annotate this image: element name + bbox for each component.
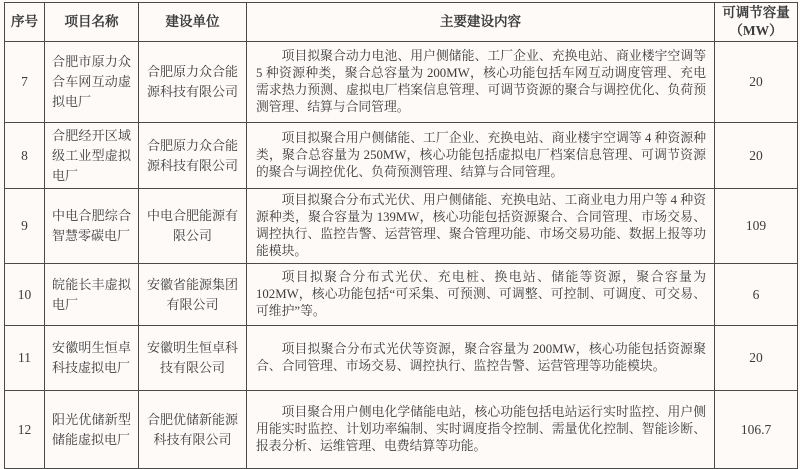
builder-name: 合肥原力众合能源科技有限公司 [139,123,247,189]
table-row [5,42,798,123]
project-content [247,189,715,264]
table-row [5,391,798,469]
project-content-text: 项目拟聚合分布式光伏等资源，聚合容量为 200MW，核心功能包括资源聚合、合同管理、市场交易、调控执行、监控告警、运营管理等功能模块。 [256,342,706,373]
project-content [247,391,715,469]
builder-name: 中电合肥能源有限公司 [139,189,247,264]
builder-name: 合肥优储新能源科技有限公司 [139,391,247,469]
project-content [247,326,715,391]
capacity-value: 20 [715,42,798,123]
capacity-value: 109 [715,189,798,264]
capacity-value: 6 [715,264,798,326]
row-index: 12 [5,391,45,469]
project-content-text: 项目拟聚合分布式光伏、用户侧储能、充换电站、工商业电力用户等 4 种资源种类，聚合容量为 139MW，核心功能包括资源聚合、合同管理、市场交易、调控执行、监控告警、运营管理、聚合管理功能、市场交易功能、数据上报等功能模块。 [256,193,706,258]
project-name: 合肥经开区域级工业型虚拟电厂 [45,123,139,189]
table-row [5,264,798,326]
project-content-text: 项目拟聚合用户侧储能、工厂企业、充换电站、商业楼宇空调等 4 种资源种类，聚合总容量为 250MW，核心功能包括虚拟电厂档案信息管理、可调节资源的聚合与调控优化、负荷预测管理、结算与合同管理。 [256,131,706,179]
capacity-value: 20 [715,123,798,189]
builder-name: 安徽省能源集团有限公司 [139,264,247,326]
row-index: 8 [5,123,45,189]
col-header-name: 项目名称 [45,3,139,42]
builder-name: 安徽明生恒卓科技有限公司 [139,326,247,391]
project-name: 阳光优储新型储能虚拟电厂 [45,391,139,469]
project-content [247,123,715,189]
builder-name: 合肥原力众合能源科技有限公司 [139,42,247,123]
col-header-index: 序号 [5,3,45,42]
table-row [5,123,798,189]
project-name: 中电合肥综合智慧零碳电厂 [45,189,139,264]
projects-table [4,2,798,469]
table-header-row [5,3,798,42]
project-name: 合肥市原力众合车网互动虚拟电厂 [45,42,139,123]
project-content [247,264,715,326]
row-index: 10 [5,264,45,326]
row-index: 9 [5,189,45,264]
capacity-value: 106.7 [715,391,798,469]
project-content [247,42,715,123]
capacity-value: 20 [715,326,798,391]
col-header-capacity: 可调节容量（MW） [715,3,798,42]
project-name: 安徽明生恒卓科技虚拟电厂 [45,326,139,391]
project-content-text: 项目拟聚合动力电池、用户侧储能、工厂企业、充换电站、商业楼宇空调等 5 种资源种类，聚合总容量为 200MW，核心功能包括车网互动调度管理、充电需求热力预测、虚拟电厂档案信息管理、可调节资源的聚合与调控优化、负荷预测管理、结算与合同管理。 [256,49,706,114]
table-row [5,326,798,391]
col-header-builder: 建设单位 [139,3,247,42]
project-content-text: 项目聚合用户侧电化学储能电站，核心功能包括电站运行实时监控、用户侧用能实时监控、计划功率编制、实时调度指令控制、需量优化控制、智能诊断、报表分析、运维管理、电费结算等功能。 [256,405,706,453]
document-page [4,2,797,469]
row-index: 7 [5,42,45,123]
project-name: 皖能长丰虚拟电厂 [45,264,139,326]
table-row [5,189,798,264]
project-content-text: 项目拟聚合分布式光伏、充电桩、换电站、储能等资源，聚合容量为 102MW，核心功能包括“可采集、可预测、可调整、可控制、可调度、可交易、可维护”等。 [256,270,706,318]
col-header-content: 主要建设内容 [247,3,715,42]
row-index: 11 [5,326,45,391]
